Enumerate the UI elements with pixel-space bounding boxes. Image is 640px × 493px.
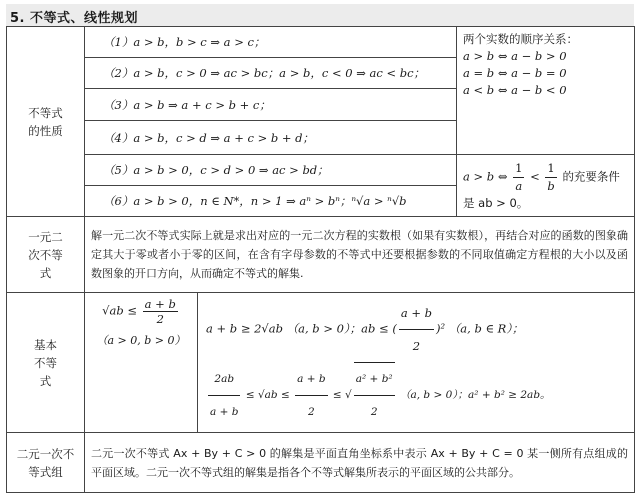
property-4: （4）a > b，c > d ⇒ a + c > b + d； xyxy=(85,121,457,155)
label-quadratic xyxy=(7,217,85,293)
label-properties xyxy=(7,27,85,217)
property-3: （3）a > b ⇒ a + c > b + c； xyxy=(85,89,457,121)
order-relations-heading: 两个实数的顺序关系： xyxy=(463,32,578,46)
label-linear-system-text: 二元一次不等式组 xyxy=(16,446,75,479)
basic-r2-f2-num: a + b xyxy=(295,363,327,396)
property-5: （5）a > b > 0，c > d > 0 ⇒ ac > bd； xyxy=(85,155,457,186)
linear-system-text: 二元一次不等式 Ax + By + C > 0 的解集是平面直角坐标系中表示 Ax + By + C = 0 某一侧所有点组成的平面区域。二元一次不等式组的解集是指各个不等式解集所表示的平面区域的公共部分。 xyxy=(85,433,635,493)
basic-left-lhs: √ab ≤ xyxy=(102,303,137,318)
label-properties-text: 不等式的性质 xyxy=(28,105,63,138)
basic-left-frac xyxy=(143,297,178,326)
basic-r2-mid2: ≤ √ xyxy=(332,389,352,401)
section-title-bar xyxy=(6,4,634,27)
basic-r2-mid1: ≤ √ab ≤ xyxy=(245,389,290,401)
basic-r2-f2-den: 2 xyxy=(308,405,315,418)
basic-left-cond: （a > 0, b > 0） xyxy=(96,334,186,347)
basic-r2-f3-den: 2 xyxy=(370,406,378,418)
basic-r1-a: a + b ≥ 2√ab （a, b > 0）；ab ≤ xyxy=(206,321,389,336)
basic-r2-tail: （a, b > 0）；a² + b² ≥ 2ab。 xyxy=(399,389,551,401)
basic-left-num: a + b xyxy=(144,297,176,311)
section-title: 5. 不等式、线性规划 xyxy=(10,11,139,26)
label-basic xyxy=(7,293,85,433)
order-relation-2: a = b ⇔ a − b = 0 xyxy=(463,66,567,80)
label-quadratic-text: 一元二次不等式 xyxy=(28,229,63,280)
basic-r2-frac3 xyxy=(354,362,395,428)
inequality-table xyxy=(6,26,635,493)
label-linear-system xyxy=(7,433,85,493)
order-relations xyxy=(457,27,635,155)
basic-r2-f3-num: a² + b² xyxy=(354,363,395,396)
quadratic-text: 解一元二次不等式实际上就是求出对应的一元二次方程的实数根（如果有实数根），再结合对应的函数的图象确定其大于零或者小于零的区间，在含有字母参数的不等式中还要根据参数的不同取值确定方程根的大小以及函数图象的开口方向，从而确定不等式的解集. xyxy=(85,217,635,293)
basic-r2-frac2 xyxy=(295,363,327,428)
basic-left-den: 2 xyxy=(156,312,164,326)
basic-r2-f1-den: a + b xyxy=(210,405,239,418)
frac-a-num: 1 xyxy=(513,160,524,178)
frac-a-den: a xyxy=(515,178,523,193)
basic-r2-frac1 xyxy=(208,363,240,428)
reciprocal-condition xyxy=(457,155,635,217)
frac-b-num: 1 xyxy=(545,160,556,178)
basic-r2-f1-num: 2ab xyxy=(208,363,240,396)
property-6: （6）a > b > 0，n ∈ N*，n > 1 ⇒ aⁿ > bⁿ；ⁿ√a > ⁿ√b xyxy=(85,186,457,217)
reciprocal-prefix: a > b ⇔ xyxy=(463,169,508,183)
order-relation-1: a > b ⇔ a − b > 0 xyxy=(463,49,567,63)
property-1: （1）a > b，b > c ⇒ a > c； xyxy=(85,27,457,58)
order-relation-3: a < b ⇔ a − b < 0 xyxy=(463,83,567,97)
basic-r1-b: ² （a, b ∈ R）； xyxy=(440,321,524,336)
reciprocal-suffix: 的充要条件是 ab > 0。 xyxy=(463,169,620,210)
reciprocal-lt: < xyxy=(530,169,540,183)
property-2: （2）a > b，c > 0 ⇒ ac > bc；a > b，c < 0 ⇒ ac < bc； xyxy=(85,58,457,89)
basic-r1-den: 2 xyxy=(412,339,421,353)
reciprocal-frac-b xyxy=(545,160,556,195)
basic-r1-frac xyxy=(399,297,434,362)
frac-b-den: b xyxy=(547,178,555,193)
label-basic-text: 基本不等式 xyxy=(34,337,57,388)
basic-r1-num: a + b xyxy=(399,297,434,330)
reciprocal-frac-a xyxy=(513,160,524,195)
basic-left: √ab ≤ $\frac{a + b}{2}$ （a > 0, b > 0） a + b ≥ 2√ab （a, b > 0）；ab ≤ ( $\frac{a + b}{2}$ )² （a, b ∈ R）； $\frac{2ab}{a + b}$ ≤ √ab ≤ $\frac{a + b}{2}$ ≤ √ $\frac{\text{a² + b²}}{2}$ （a, b > 0）；a² + b² ≥ 2ab。 xyxy=(85,293,635,433)
